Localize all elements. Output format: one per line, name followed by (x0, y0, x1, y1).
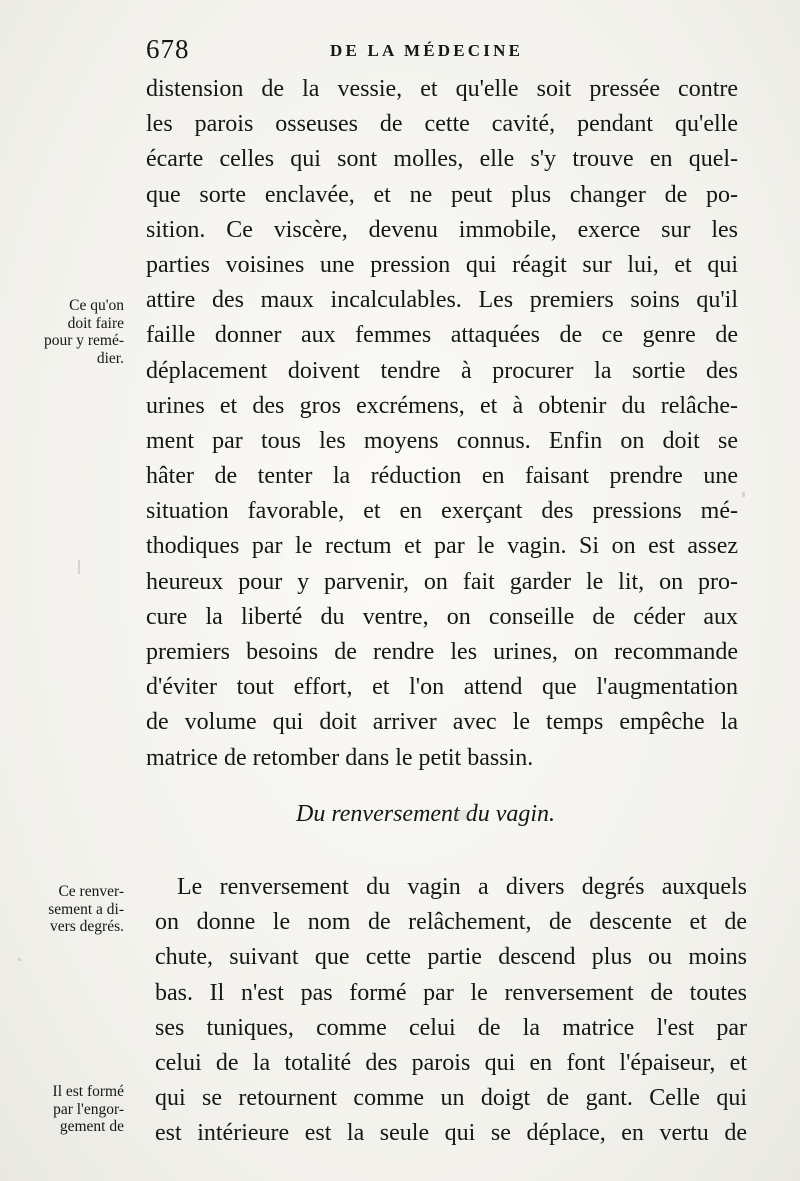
page-number: 678 (146, 34, 190, 64)
margin-note-line: gement de (59, 1118, 124, 1135)
margin-note-line: vers degrés. (49, 918, 124, 935)
text-line: distension de la vessie, et qu'elle soit pressée contre (146, 76, 738, 102)
margin-note-line: pour y remé- (43, 332, 124, 349)
text-line: bas. Il n'est pas formé par le renversement de toutes (155, 979, 747, 1006)
text-line: ment par tous les moyens connus. Enfin on doit se (146, 427, 738, 454)
margin-note-line: Ce qu'on (69, 297, 124, 314)
section-heading: Du renversement du vagin. (296, 801, 556, 827)
text-line: cure la liberté du ventre, on conseille de céder aux (146, 603, 738, 630)
text-line: écarte celles qui sont molles, elle s'y trouve en quel- (146, 146, 738, 173)
text-line: ses tuniques, comme celui de la matrice l'est par (155, 1014, 747, 1041)
text-line: les parois osseuses de cette cavité, pendant qu'elle (146, 111, 738, 138)
text-line: sition. Ce viscère, devenu immobile, exerce sur les (146, 216, 738, 243)
text-line: de volume qui doit arriver avec le temps empêche la (146, 709, 738, 736)
paper-speck (78, 560, 80, 574)
text-line: thodiques par le rectum et par le vagin. Si on est assez (146, 533, 738, 560)
text-line: celui de la totalité des parois qui en font l'épaiseur, et (155, 1049, 747, 1076)
margin-note-line: dier. (96, 349, 124, 367)
text-line: premiers besoins de rendre les urines, on recommande (146, 639, 738, 665)
text-line: faille donner aux femmes attaquées de ce genre de (146, 322, 738, 349)
margin-note-line: Il est formé (52, 1083, 124, 1100)
text-line: urines et des gros excrémens, et à obtenir du relâche- (146, 392, 738, 419)
text-line: qui se retournent comme un doigt de gant. Celle qui (155, 1085, 747, 1112)
paragraph-2 (155, 870, 747, 1152)
running-head-title: DE LA MÉDECINE (330, 41, 524, 60)
paper-speck (454, 810, 468, 820)
text-line: Le renversement du vagin a divers degrés auxquels (177, 874, 747, 900)
margin-note-line: doit faire (67, 314, 124, 332)
text-line: hâter de tenter la réduction en faisant prendre une (146, 463, 738, 490)
text-line: matrice de retomber dans le petit bassin. (146, 744, 534, 771)
running-head (146, 34, 706, 66)
text-line: heureux pour y parvenir, on fait garder le lit, on pro- (146, 568, 738, 595)
margin-note-line: sement a di- (48, 900, 124, 918)
text-line: attire des maux incalculables. Les premiers soins qu'il (146, 287, 738, 314)
text-line: chute, suivant que cette partie descend plus ou moins (155, 944, 747, 971)
paper-speck (18, 958, 21, 961)
paragraph-1 (146, 72, 738, 776)
margin-note-line: par l'engor- (53, 1100, 124, 1118)
margin-note-remedy (14, 297, 124, 367)
text-line: déplacement doivent tendre à procurer la sortie des (146, 357, 738, 384)
text-line: on donne le nom de relâchement, de descente et de (155, 909, 747, 936)
text-line: parties voisines une pression qui réagit sur lui, et qui (146, 251, 738, 278)
margin-note-line: Ce renver- (58, 883, 124, 900)
text-line: d'éviter tout effort, et l'on attend que l'augmentation (146, 674, 738, 701)
margin-note-formation (14, 1083, 124, 1136)
text-line: est intérieure est la seule qui se déplace, en vertu de (155, 1120, 747, 1147)
margin-note-degrees (14, 883, 124, 936)
text-line: situation favorable, et en exerçant des pressions mé- (146, 498, 738, 525)
paper-speck (742, 492, 745, 497)
text-line: que sorte enclavée, et ne peut plus changer de po- (146, 181, 738, 208)
